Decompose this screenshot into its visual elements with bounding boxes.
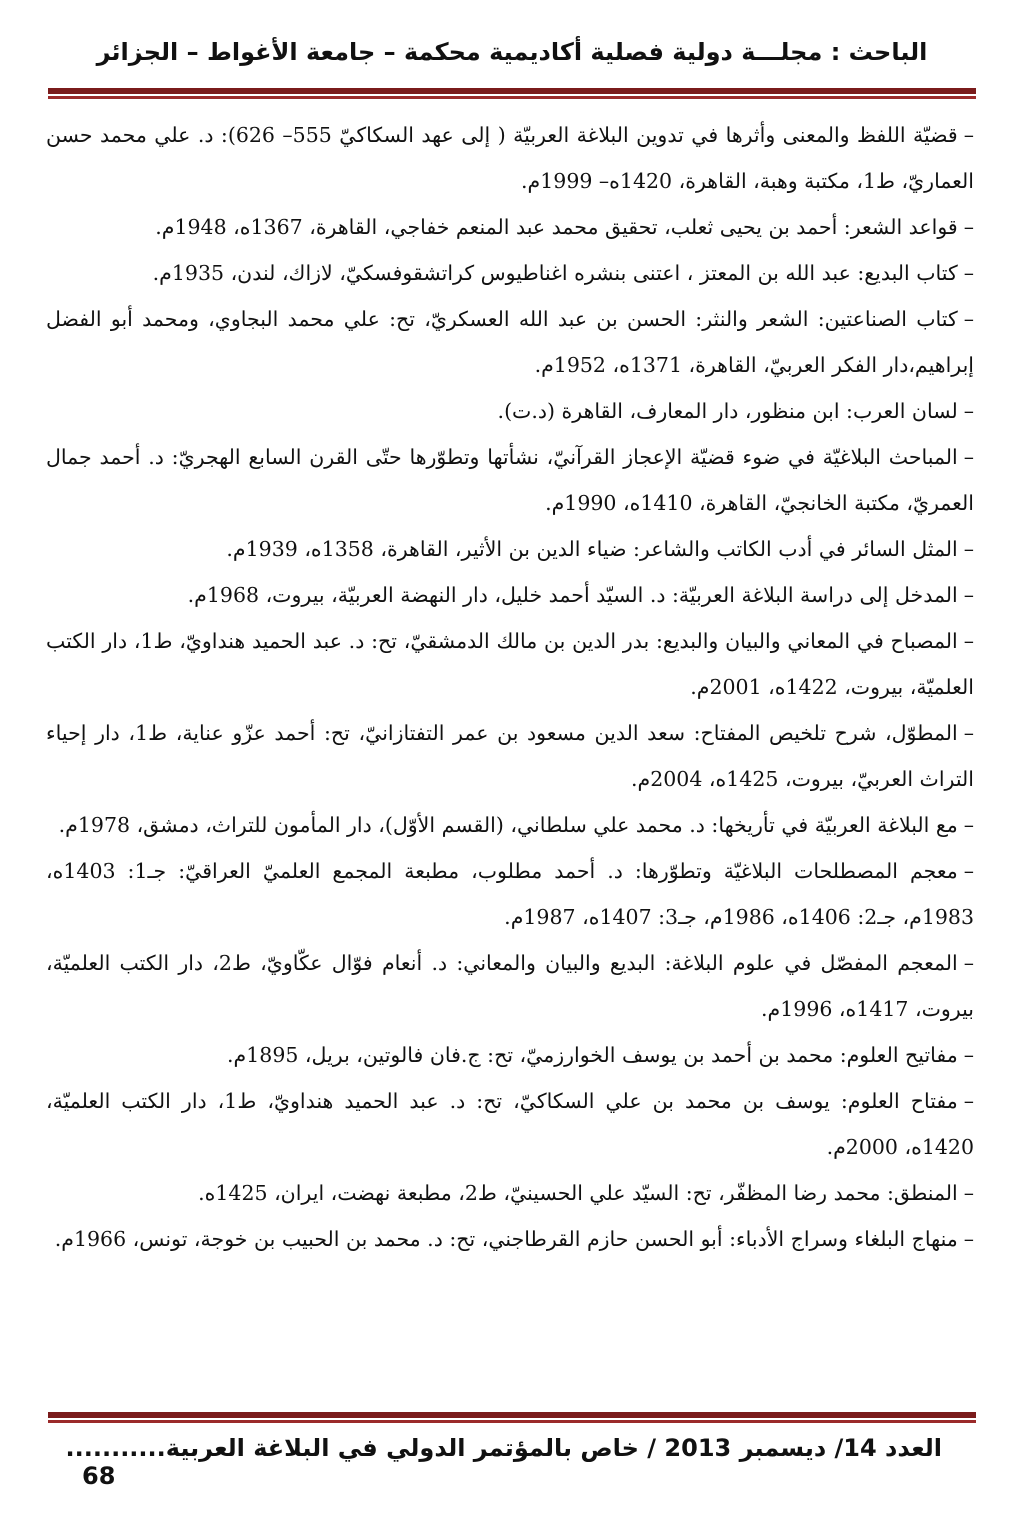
page-footer [65, 1434, 942, 1490]
issue-info: العدد 14/ ديسمبر 2013 / خاص بالمؤتمر الدولي في البلاغة العربية........... [65, 1434, 942, 1462]
bibliography-entry: –قواعد الشعر: أحمد بن يحيى ثعلب، تحقيق محمد عبد المنعم خفاجي، القاهرة، 1367ه، 1948م. [155, 215, 974, 239]
bibliography-list [46, 112, 974, 1262]
bibliography-entry: –كتاب البديع: عبد الله بن المعتز ، اعتنى بنشره اغناطيوس كراتشقوفسكيّ، لازاك، لندن، 1935م. [152, 261, 974, 285]
bibliography-entry: –منهاج البلغاء وسراج الأدباء: أبو الحسن حازم القرطاجني، تح: د. محمد بن الحبيب بن خوجة، تونس، 1966م. [54, 1227, 974, 1251]
page-number: 68 [82, 1462, 116, 1490]
bibliography-entry: –لسان العرب: ابن منظور، دار المعارف، القاهرة (د.ت). [497, 399, 974, 423]
bibliography-entry: –قضيّة اللفظ والمعنى وأثرها في تدوين البلاغة العربيّة ( إلى عهد السكاكيّ 555– 626): د. علي محمد حسن العماريّ، ط1، مكتبة وهبة، القاهرة، 1420ه– 1999م. [46, 123, 974, 193]
bibliography-entry: –مفاتيح العلوم: محمد بن أحمد بن يوسف الخوارزميّ، تح: ج.فان فالوتين، بريل، 1895م. [227, 1043, 974, 1067]
bibliography-entry: –المثل السائر في أدب الكاتب والشاعر: ضياء الدين بن الأثير، القاهرة، 1358ه، 1939م. [226, 537, 974, 561]
bibliography-entry: –مفتاح العلوم: يوسف بن محمد بن علي السكاكيّ، تح: د. عبد الحميد هنداويّ، ط1، دار الكتب العلميّة، 1420ه، 2000م. [46, 1089, 975, 1159]
bibliography-entry: –المطوّل، شرح تلخيص المفتاح: سعد الدين مسعود بن عمر التفتازانيّ، تح: أحمد عزّو عناية، ط1، دار إحياء التراث العربيّ، بيروت، 1425ه، 2004م. [46, 721, 974, 791]
running-header: الباحث : مجلـــة دولية فصلية أكاديمية محكمة – جامعة الأغواط – الجزائر [96, 38, 928, 66]
bibliography-entry: –المنطق: محمد رضا المظفّر، تح: السيّد علي الحسينيّ، ط2، مطبعة نهضت، ايران، 1425ه. [198, 1181, 974, 1205]
bibliography-entry: –المدخل إلى دراسة البلاغة العربيّة: د. السيّد أحمد خليل، دار النهضة العربيّة، بيروت، 1968م. [187, 583, 974, 607]
bibliography-entry: –مع البلاغة العربيّة في تأريخها: د. محمد علي سلطاني، (القسم الأوّل)، دار المأمون للتراث، دمشق، 1978م. [58, 813, 974, 837]
bibliography-entry: –المصباح في المعاني والبيان والبديع: بدر الدين بن مالك الدمشقيّ، تح: د. عبد الحميد هنداويّ، ط1، دار الكتب العلميّة، بيروت، 1422ه، 2001م. [46, 629, 974, 699]
bibliography-entry: –كتاب الصناعتين: الشعر والنثر: الحسن بن عبد الله العسكريّ، تح: علي محمد البجاوي، ومحمد أبو الفضل إبراهيم،دار الفكر العربيّ، القاهرة، 1371ه، 1952م. [46, 307, 974, 377]
bibliography-entry: –المباحث البلاغيّة في ضوء قضيّة الإعجاز القرآنيّ، نشأتها وتطوّرها حتّى القرن السابع الهجريّ: د. أحمد جمال العمريّ، مكتبة الخانجيّ، القاهرة، 1410ه، 1990م. [46, 445, 974, 515]
bibliography-entry: –معجم المصطلحات البلاغيّة وتطوّرها: د. أحمد مطلوب، مطبعة المجمع العلميّ العراقيّ: جـ1: 1403ه، 1983م، جـ2: 1406ه، 1986م، جـ3: 1407ه، 1987م. [46, 859, 974, 929]
bibliography-entry: –المعجم المفصّل في علوم البلاغة: البديع والبيان والمعاني: د. أنعام فوّال عكّاويّ، ط2، دار الكتب العلميّة، بيروت، 1417ه، 1996م. [46, 951, 974, 1021]
header-rule [48, 88, 976, 100]
footer-rule [48, 1412, 976, 1424]
